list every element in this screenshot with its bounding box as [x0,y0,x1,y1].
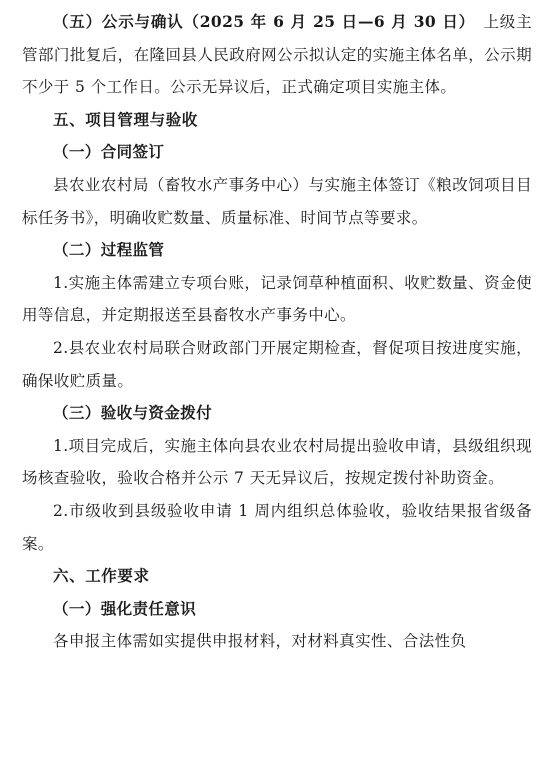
document-page [22,0,532,658]
paragraph-responsibility: 各申报主体需如实提供申报材料，对材料真实性、合法性负 [53,632,467,651]
paragraph-contract: 县农业农村局（畜牧水产事务中心）与实施主体签订《粮改饲项目目标任务书》，明确收贮数量、质量标准、时间节点等要求。 [22,175,532,227]
paragraph-publicity-text: 上级主管部门批复后，在隆回县人民政府网公示拟认定的实施主体名单，公示期不少于 5 个工作日。公示无异议后，正式确定项目实施主体。 [22,13,533,97]
paragraph-publicity [22,6,532,104]
paragraph-supervision-1: 1.实施主体需建立专项台账，记录饲草种植面积、收贮数量、资金使用等信息，并定期报送至县畜牧水产事务中心。 [22,273,532,325]
subheading-responsibility: （一）强化责任意识 [53,598,197,618]
subheading-acceptance: （三）验收与资金拨付 [53,403,213,423]
subheading-publicity: （五）公示与确认（2025 年 6 月 25 日—6 月 30 日） [53,12,468,31]
section-heading-project-management: 五、项目管理与验收 [53,110,198,129]
paragraph-acceptance-2: 2.市级收到县级验收申请 1 周内组织总体验收，验收结果报省级备案。 [22,501,532,553]
subheading-supervision: （二）过程监管 [53,240,165,260]
subheading-contract: （一）合同签订 [53,142,165,162]
section-heading-work-requirements: 六、工作要求 [53,567,150,586]
paragraph-acceptance-1: 1.项目完成后，实施主体向县农业农村局提出验收申请，县级组织现场核查验收，验收合格并公示 7 天无异议后，按规定拨付补助资金。 [22,436,532,488]
paragraph-supervision-2: 2.县农业农村局联合财政部门开展定期检查，督促项目按进度实施，确保收贮质量。 [22,338,532,390]
